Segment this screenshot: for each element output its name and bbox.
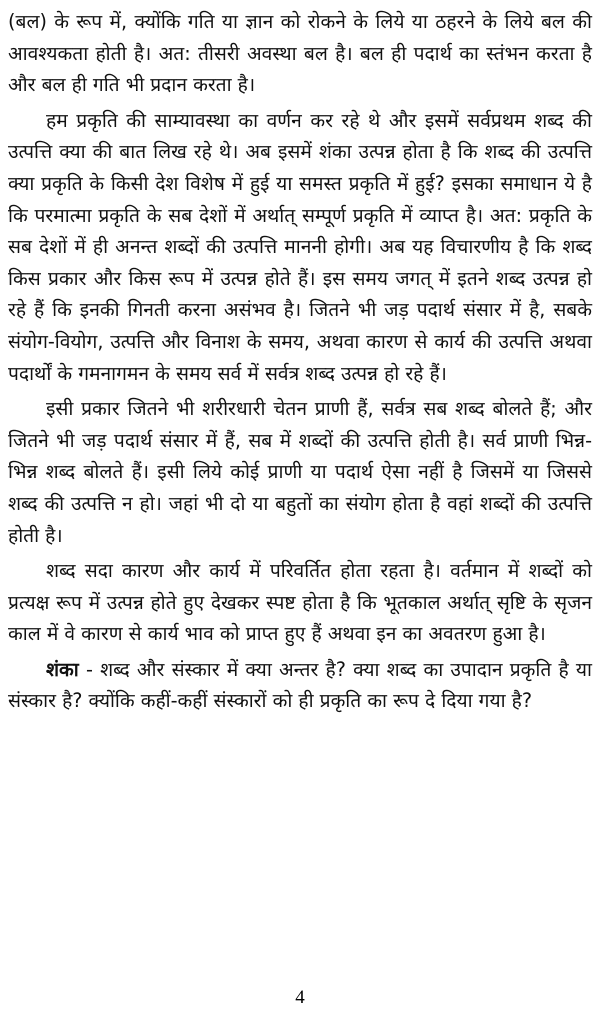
question-paragraph — [8, 654, 592, 717]
paragraph-4: शब्द सदा कारण और कार्य में परिवर्तित होता रहता है। वर्तमान में शब्दों को प्रत्यक्ष रूप में उत्पन्न होते हुए देखकर स्पष्ट होता है कि भूतकाल अर्थात् सृष्टि के सृजन काल में वे कारण से कार्य भाव को प्राप्त हुए हैं अथवा इन का अवतरण हुआ है। — [8, 559, 592, 646]
paragraph-2: हम प्रकृति की साम्यावस्था का वर्णन कर रहे थे और इसमें सर्वप्रथम शब्द की उत्पत्ति क्या की बात लिख रहे थे। अब इसमें शंका उत्पन्न होता है कि शब्द की उत्पत्ति क्या प्रकृति के किसी देश विशेष में हुई या समस्त प्रकृति में हुई? इसका समाधान ये है कि परमात्मा प्रकृति के सब देशों में अर्थात् सम्पूर्ण प्रकृति में व्याप्त है। अत: प्रकृति के सब देशों में ही अनन्त शब्दों की उत्पत्ति माननी होगी। अब यह विचारणीय है कि शब्द किस प्रकार और किस रूप में उत्पन्न होते हैं। इस समय जगत् में इतने शब्द उत्पन्न हो रहे हैं कि इनकी गिनती करना असंभव है। जितने भी जड़ पदार्थ संसार में है, सबके संयोग-वियोग, उत्पत्ति और विनाश के समय, अथवा कारण से कार्य की उत्पत्ति अथवा पदार्थों के गमनागमन के समय सर्व में सर्वत्र शब्द उत्पन्न हो रहे हैं। — [8, 108, 592, 385]
question-text: - शब्द और संस्कार में क्या अन्तर है? क्या शब्द का उपादान प्रकृति है या संस्कार है? क्योंकि कहीं-कहीं संस्कारों को ही प्रकृति का रूप दे दिया गया है? — [8, 657, 592, 713]
paragraph-3: इसी प्रकार जितने भी शरीरधारी चेतन प्राणी हैं, सर्वत्र सब शब्द बोलते हैं; और जितने भी जड़ पदार्थ संसार में हैं, सब में शब्दों की उत्पत्ति होती है। सर्व प्राणी भिन्न-भिन्न शब्द बोलते हैं। इसी लिये कोई प्राणी या पदार्थ ऐसा नहीं है जिसमें या जिससे शब्द की उत्पत्ति न हो। जहां भी दो या बहुतों का संयोग होता है वहां शब्दों की उत्पत्ति होती है। — [8, 397, 592, 547]
question-lead: शंका — [46, 657, 79, 681]
paragraph-1: (बल) के रूप में, क्योंकि गति या ज्ञान को रोकने के लिये या ठहरने के लिये बल की आवश्यकता होती है। अत: तीसरी अवस्था बल है। बल ही पदार्थ का स्तंभन करता है और बल ही गति भी प्रदान करता है। — [8, 10, 592, 97]
page-number: 4 — [295, 987, 305, 1008]
